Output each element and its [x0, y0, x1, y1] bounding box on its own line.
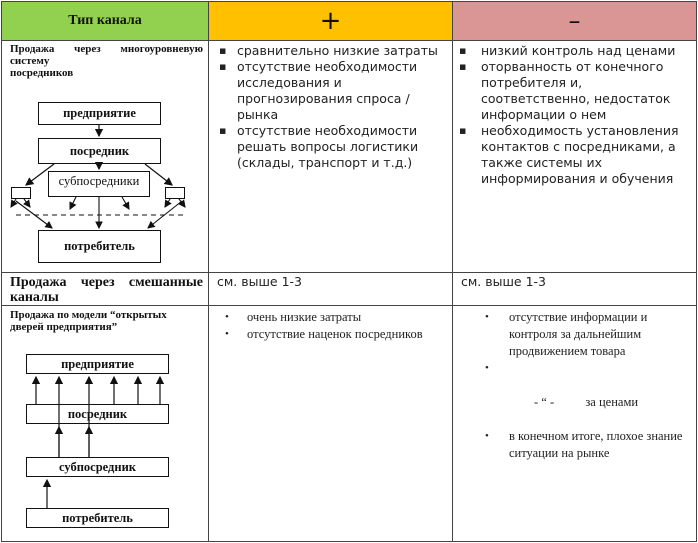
row3-cons-item: • отсутствие информации и контроля за дальнейшим продвижением товара — [485, 310, 648, 358]
dot-bullet-icon: • — [485, 362, 489, 374]
dot-bullet-icon: • — [225, 328, 229, 340]
minus-sign: – — [568, 7, 581, 35]
diagram2-arrows — [2, 306, 209, 542]
row3-pros-item: • очень низкие затраты — [225, 310, 362, 324]
square-bullet-icon: ▪ — [459, 44, 467, 57]
row1-cons-item: ▪ необходимость установления контактов с посредниками, а также системы их информирования и обучения — [459, 123, 679, 186]
row3-cons-cell — [452, 305, 697, 542]
diagram2-consumer-box: потребитель — [26, 508, 169, 528]
diagram1-enterprise-box: предприятие — [38, 102, 161, 125]
row1-pros-item: ▪ сравнительно низкие затраты — [219, 43, 438, 58]
row2-pros-text: см. выше 1-3 — [217, 274, 303, 289]
row1-channel-cell — [1, 40, 209, 273]
row1-label-line1: Продажа через многоуровневую систему — [10, 43, 203, 67]
diagram2-enterprise-box: предприятие — [26, 354, 169, 374]
header-channel-type-label: Тип канала — [68, 13, 142, 28]
d1-arrow-leftbox-down2 — [24, 199, 30, 207]
row3-channel-label: Продажа по модели “открытых дверей предприятия” — [10, 309, 167, 333]
row1-cons-cell — [452, 40, 697, 273]
square-bullet-icon: ▪ — [459, 124, 467, 137]
row3-cons-list — [485, 309, 693, 462]
header-pros — [208, 1, 453, 41]
diagram1-arrows — [2, 41, 209, 273]
row2-cons-cell — [452, 272, 697, 306]
row1-cons-list — [459, 43, 693, 187]
dot-bullet-icon: • — [225, 311, 229, 323]
row2-cons-text: см. выше 1-3 — [461, 274, 547, 289]
row3-cons-item: • - “ - за ценами — [485, 362, 639, 409]
d1-arrow-sub-2 — [122, 197, 129, 209]
row1-pros-item: ▪ отсутствие необходимости решать вопросы логистики (склады, транспорт и т.д.) — [219, 123, 419, 170]
header-cons — [452, 1, 697, 41]
diagram2-intermediary-box: посредник — [26, 404, 169, 424]
row1-cons-item: ▪ оторванность от конечного потребителя и, соответственно, недостаток информации о нем — [459, 59, 671, 122]
row3-channel-cell — [1, 305, 209, 542]
d1-arrow-sub-1 — [70, 197, 76, 209]
row3-cons-item: • в конечном итоге, плохое знание ситуации на рынке — [485, 429, 683, 460]
row3-pros-list — [225, 309, 445, 343]
dot-bullet-icon: • — [485, 311, 489, 323]
square-bullet-icon: ▪ — [219, 44, 227, 57]
diagram1-intermediary-box: посредник — [38, 138, 161, 164]
square-bullet-icon: ▪ — [459, 60, 467, 73]
row3-pros-cell — [208, 305, 453, 542]
diagram1-consumer-box: потребитель — [38, 230, 161, 263]
row1-pros-list — [219, 43, 449, 171]
square-bullet-icon: ▪ — [219, 124, 227, 137]
d1-arrow-int-left — [26, 164, 54, 185]
diagram1-subintermediaries-box: субпосредники — [48, 171, 150, 197]
d1-arrow-int-right — [145, 164, 172, 185]
d1-arrow-rightbox-down1 — [165, 199, 170, 207]
row2-channel-label: Продажа через смешанные каналы — [10, 275, 203, 305]
row2-channel-cell — [1, 272, 209, 306]
d1-arrow-leftbox-down1 — [11, 199, 16, 207]
row2-pros-cell — [208, 272, 453, 306]
row1-pros-item: ▪ отсутствие необходимости исследования и прогнозирования спроса / рынка — [219, 59, 418, 122]
row1-pros-cell — [208, 40, 453, 273]
row3-pros-item: • отсутствие наценок посредников — [225, 327, 423, 341]
diagram2-subintermediary-box: субпосредник — [26, 457, 169, 477]
square-bullet-icon: ▪ — [219, 60, 227, 73]
row1-label-line2: посредников — [10, 67, 74, 79]
header-channel-type — [1, 1, 209, 41]
row1-cons-item: ▪ низкий контроль над ценами — [459, 43, 676, 58]
plus-sign: + — [319, 6, 342, 36]
dot-bullet-icon: • — [485, 430, 489, 442]
